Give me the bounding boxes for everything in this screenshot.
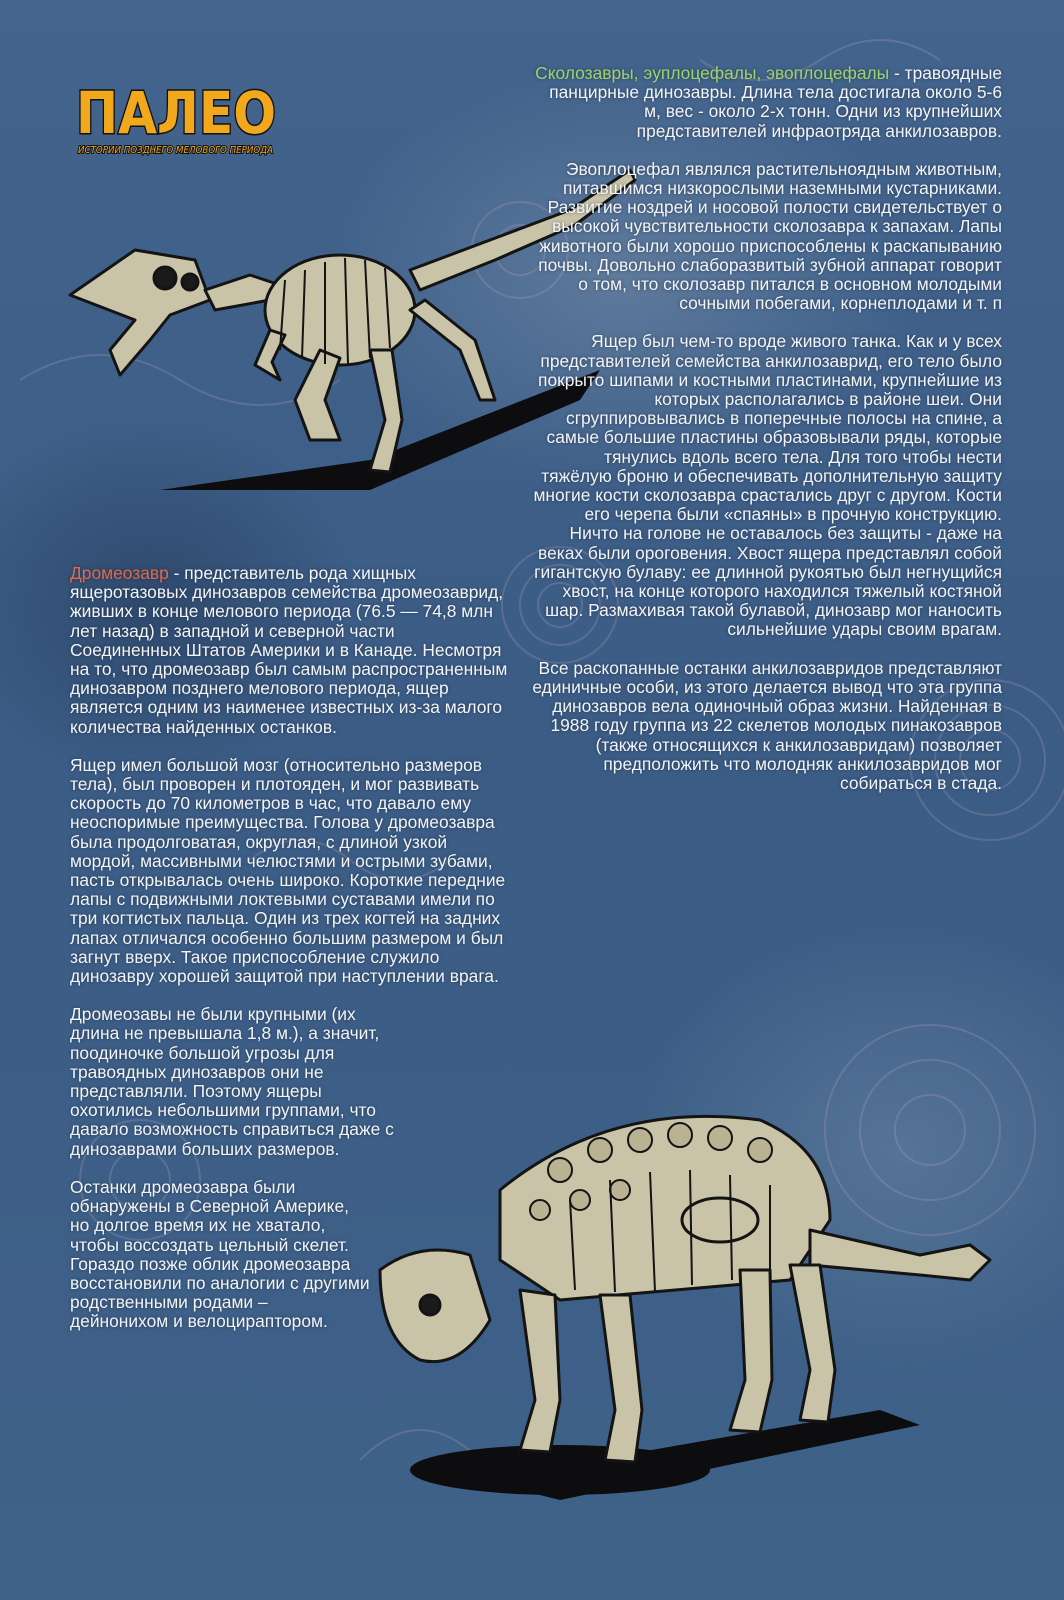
left-article-column (70, 564, 510, 1351)
left-paragraph-intro (70, 564, 510, 737)
logo-subtitle: ИСТОРИИ ПОЗДНЕГО МЕЛОВОГО ПЕРИОДА (78, 145, 273, 156)
left-paragraph-3: Дромеозавы не были крупными (их длина не превышала 1,8 м.), а значит, поодиночке большой угрозы для травоядных динозавров они не представляли. Поэтому ящеры охотились небольшими группами, что давало возможность справиться даже с динозаврами больших размеров. (70, 1004, 394, 1159)
left-paragraph-2: Ящер имел большой мозг (относительно размеров тела), был проворен и плотояден, и мог развивать скорость до 70 километров в час, что давало ему неоспоримые преимущества. Голова у дромеозавра была продолговатая, округлая, с длиной узкой мордой, массивными челюстями и острыми зубами, пасть открывалась очень широко. Короткие передние лапы с подвижными локтевыми суставами имели по три когтистых пальца. Один из трех когтей на задних лапах отличался особенно большим размером и был загнут вверх. Такое приспособление служило динозавру хорошей защитой при наступлении врага. (70, 754, 506, 987)
right-article-column (532, 64, 1002, 812)
right-paragraph-3: Ящер был чем-то вроде живого танка. Как и у всех представителей семейства анкилозаврид, его тело было покрыто шипами и костными пластинами, крупнейшие из которых располагались в районе шеи. Они сгруппировывались в поперечные полосы на спине, а самые большие пластины образовывали ряды, которые тянулись вдоль всего тела. Для того чтобы нести тяжёлую броню и обеспечивать дополнительную защиту многие кости сколозавра срастались друг с другом. Кости его черепа были «спаяны» в прочную конструкцию. Ничто на голове не оставалось без защиты - даже на веках были ороговения. Хвост ящера представлял собой гигантскую булаву: ее длинной рукоятью был негнущийся хвост, на конце которого находился тяжелый костяной шар. Размахивая такой булавой, динозавр мог наносить сильнейшие удары своим врагам. (533, 331, 1002, 640)
right-paragraph-intro (532, 64, 1002, 141)
scolosaurus-heading: Сколозавры, эуплоцефалы, эвоплоцефалы (535, 63, 890, 83)
logo-title: ПАЛЕО (76, 79, 276, 147)
right-intro-text: - травоядные панцирные динозавры. Длина тела достигала около 5-6 м, вес - около 2-х тонн. Одни из крупнейших представителей инфраотряда анкилозавров. (549, 63, 1002, 141)
right-paragraph-2: Эвоплоцефал являлся растительноядным животным, питавшимся низкорослыми наземными кустарниками. Развитие ноздрей и носовой полости свидетельствует о высокой чувствительности сколозавра к запахам. Лапы животного были хорошо приспособлены к раскапыванию почвы. Довольно слаборазвитый зубной аппарат говорит о том, что сколозавр питался в основном молодыми сочными побегами, корнеплодами и т. п (538, 158, 1002, 314)
dromaeosaurus-heading: Дромеозавр (70, 563, 169, 583)
right-paragraph-4: Все раскопанные останки анкилозавридов представляют единичные особи, из этого делается вывод что эта группа динозавров вела одиночный образ жизни. Найденная в 1988 году группа из 22 скелетов молодых пинакозавров (также относящихся к анкилозавридам) позволяет предположить что молодняк анкилозавридов мог собираться в стада. (532, 657, 1002, 793)
left-paragraph-4: Останки дромеозавра были обнаружены в Северной Америке, но долгое время их не хватало, чтобы воссоздать цельный скелет. Гораздо позже облик дромеозавра восстановили по аналогии с другими родственными родами – дейнонихом и велоцираптором. (70, 1176, 370, 1332)
left-intro-text: - представитель рода хищных ящеротазовых динозавров семейства дромеозаврид, живших в конце мелового периода (76.5 — 74,8 млн лет назад) в западной и северной части Соединенных Штатов Америки и в Канаде. Несмотря на то, что дромеозавр был самым распространенным динозавром позднего мелового периода, ящер является одним из наименее известных из-за малого количества найденных останков. (70, 563, 508, 737)
